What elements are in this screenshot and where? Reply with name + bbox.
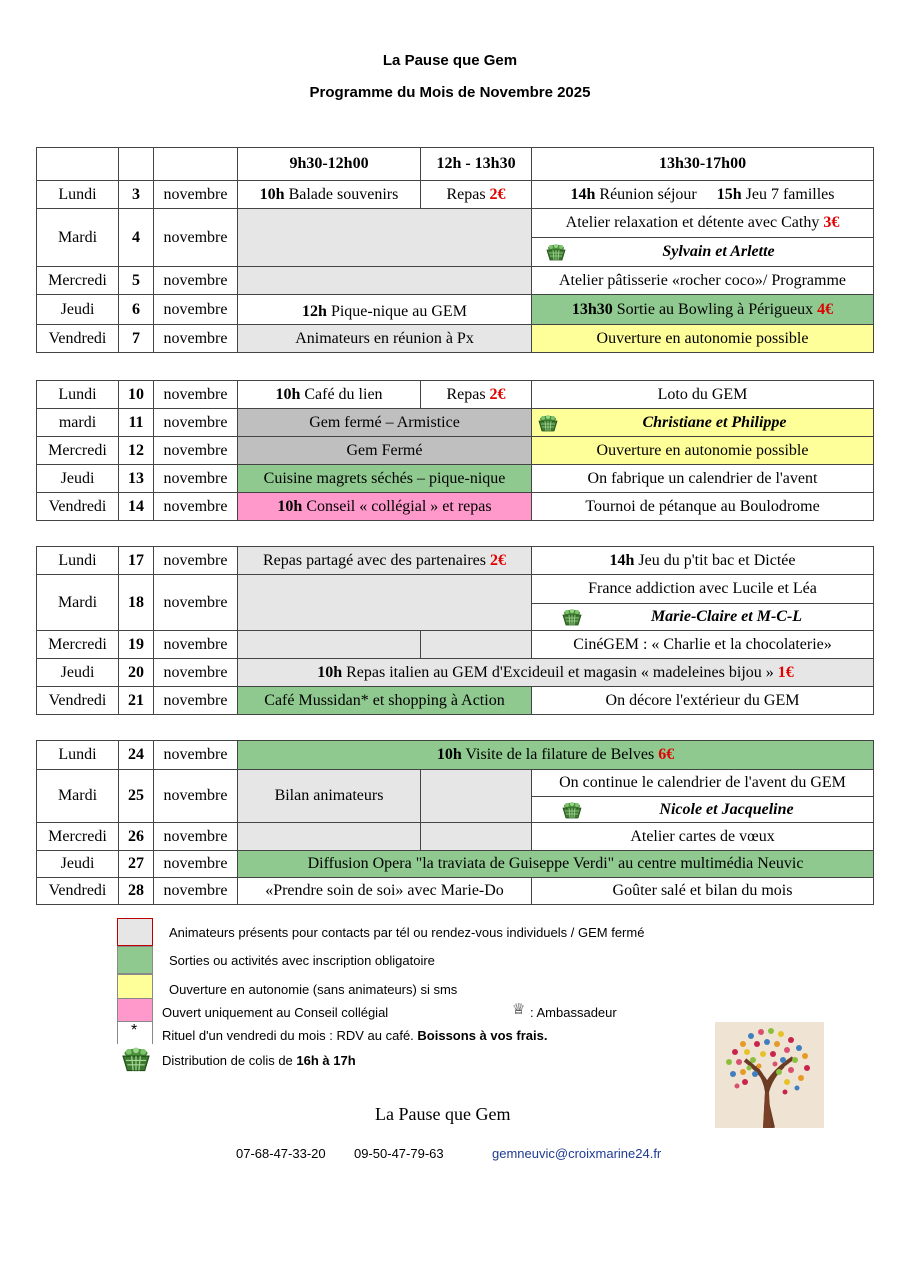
afternoon-activity: Ouverture en autonomie possible: [532, 325, 874, 353]
afternoon-activity: France addiction avec Lucile et Léa: [532, 575, 874, 604]
legend-basket-text: Distribution de colis de 16h à 17h: [162, 1053, 356, 1068]
header-noon: 12h - 13h30: [421, 148, 532, 181]
header-empty-month: [154, 148, 238, 181]
day-name: Lundi: [37, 181, 119, 209]
ambassador-cell: Marie-Claire et M-C-L: [532, 604, 874, 631]
price: 2€: [489, 185, 506, 203]
day-name: mardi: [37, 409, 119, 437]
day-number: 19: [119, 631, 154, 659]
month-label: novembre: [154, 823, 238, 851]
legend-crown-text: : Ambassadeur: [530, 1005, 617, 1020]
day-name: Lundi: [37, 381, 119, 409]
month-label: novembre: [154, 381, 238, 409]
page-subtitle: Programme du Mois de Novembre 2025: [309, 84, 591, 101]
month-label: novembre: [154, 851, 238, 878]
day-number: 26: [119, 823, 154, 851]
price: 6€: [658, 746, 675, 763]
basket-icon: [120, 1046, 152, 1072]
basket-icon: [537, 414, 559, 432]
afternoon-activity: Atelier relaxation et détente avec Cathy 3€: [532, 209, 874, 238]
month-label: novembre: [154, 493, 238, 521]
ambassador-cell: Christiane et Philippe: [532, 409, 874, 437]
header-morning: 9h30-12h00: [238, 148, 421, 181]
noon-empty: [421, 631, 532, 659]
price: 1€: [777, 663, 794, 681]
ambassador-cell: Sylvain et Arlette: [532, 238, 874, 267]
midday-activity: Cuisine magrets séchés – pique-nique: [238, 465, 532, 493]
footer-email-link[interactable]: gemneuvic@croixmarine24.fr: [492, 1146, 662, 1161]
month-label: novembre: [154, 687, 238, 715]
morning-activity: 10h Balade souvenirs: [238, 181, 421, 209]
noon-empty: [421, 823, 532, 851]
afternoon-activity: Atelier cartes de vœux: [532, 823, 874, 851]
midday-activity: «Prendre soin de soi» avec Marie-Do: [238, 878, 532, 905]
noon-empty: [421, 770, 532, 823]
crown-icon: ♕: [512, 1001, 526, 1018]
month-label: novembre: [154, 295, 238, 325]
month-label: novembre: [154, 547, 238, 575]
day-name: Mardi: [37, 209, 119, 267]
day-number: 24: [119, 741, 154, 770]
afternoon-activity: On décore l'extérieur du GEM: [532, 687, 874, 715]
day-number: 12: [119, 437, 154, 465]
legend-swatch-pink: [117, 998, 153, 1022]
price: 2€: [489, 385, 506, 403]
afternoon-activity: Ouverture en autonomie possible: [532, 437, 874, 465]
midday-activity: Gem fermé – Armistice: [238, 409, 532, 437]
footer-name: La Pause que Gem: [375, 1104, 511, 1124]
legend-pink-text: Ouvert uniquement au Conseil collégial: [162, 1005, 389, 1020]
day-number: 7: [119, 325, 154, 353]
day-name: Mardi: [37, 770, 119, 823]
day-name: Jeudi: [37, 851, 119, 878]
day-name: Lundi: [37, 741, 119, 770]
day-number: 5: [119, 267, 154, 295]
morning-empty: [238, 575, 532, 631]
full-day-activity: 10h Visite de la filature de Belves 6€: [238, 741, 874, 770]
day-name: Mercredi: [37, 437, 119, 465]
day-number: 17: [119, 547, 154, 575]
day-name: Mardi: [37, 575, 119, 631]
month-label: novembre: [154, 878, 238, 905]
header-afternoon: 13h30-17h00: [532, 148, 874, 181]
full-day-activity: 10h Repas italien au GEM d'Excideuil et magasin « madeleines bijou » 1€: [238, 659, 874, 687]
afternoon-activity: Atelier pâtisserie «rocher coco»/ Programme: [532, 267, 874, 295]
month-label: novembre: [154, 465, 238, 493]
midday-activity: Repas partagé avec des partenaires 2€: [238, 547, 532, 575]
afternoon-activity: Tournoi de pétanque au Boulodrome: [532, 493, 874, 521]
afternoon-activity: 14h Réunion séjour 15h Jeu 7 familles: [532, 181, 874, 209]
month-label: novembre: [154, 631, 238, 659]
day-name: Jeudi: [37, 659, 119, 687]
month-label: novembre: [154, 659, 238, 687]
button-tree-illustration: [715, 1022, 824, 1128]
header-empty-num: [119, 148, 154, 181]
week-4-table: [36, 740, 874, 905]
legend-yellow-text: Ouverture en autonomie (sans animateurs) si sms: [169, 982, 458, 997]
asterisk-symbol: *: [131, 1022, 138, 1039]
afternoon-activity: 14h Jeu du p'tit bac et Dictée: [532, 547, 874, 575]
noon-activity: Repas 2€: [421, 381, 532, 409]
day-number: 11: [119, 409, 154, 437]
day-number: 14: [119, 493, 154, 521]
legend-swatch-green: [117, 946, 153, 974]
day-name: Jeudi: [37, 295, 119, 325]
month-label: novembre: [154, 437, 238, 465]
week-3-table: [36, 546, 874, 715]
morning-activity: Bilan animateurs: [238, 770, 421, 823]
day-number: 27: [119, 851, 154, 878]
price: 4€: [817, 300, 834, 318]
day-number: 6: [119, 295, 154, 325]
day-name: Lundi: [37, 547, 119, 575]
month-label: novembre: [154, 209, 238, 267]
day-number: 18: [119, 575, 154, 631]
month-label: novembre: [154, 267, 238, 295]
afternoon-activity: On fabrique un calendrier de l'avent: [532, 465, 874, 493]
full-day-activity: Diffusion Opera "la traviata de Guiseppe Verdi" au centre multimédia Neuvic: [238, 851, 874, 878]
footer-phone-2: 09-50-47-79-63: [354, 1146, 444, 1161]
legend-grey-text: Animateurs présents pour contacts par tél ou rendez-vous individuels / GEM fermé: [169, 925, 645, 940]
footer-phone-1: 07-68-47-33-20: [236, 1146, 326, 1161]
afternoon-activity: Goûter salé et bilan du mois: [532, 878, 874, 905]
afternoon-activity: On continue le calendrier de l'avent du GEM: [532, 770, 874, 797]
morning-empty: [238, 823, 421, 851]
midday-activity: 10h Conseil « collégial » et repas: [238, 493, 532, 521]
month-label: novembre: [154, 409, 238, 437]
legend-ritual-text: Rituel d'un vendredi du mois : RDV au café. Boissons à vos frais.: [162, 1028, 548, 1043]
midday-activity: Gem Fermé: [238, 437, 532, 465]
basket-icon: [561, 801, 583, 819]
day-number: 25: [119, 770, 154, 823]
day-name: Vendredi: [37, 325, 119, 353]
month-label: novembre: [154, 181, 238, 209]
month-label: novembre: [154, 575, 238, 631]
day-name: Mercredi: [37, 631, 119, 659]
header-empty-day: [37, 148, 119, 181]
day-number: 21: [119, 687, 154, 715]
legend-green-text: Sorties ou activités avec inscription obligatoire: [169, 953, 435, 968]
legend-swatch-grey: [117, 918, 153, 946]
day-name: Mercredi: [37, 823, 119, 851]
month-label: novembre: [154, 741, 238, 770]
day-number: 3: [119, 181, 154, 209]
afternoon-activity: 13h30 Sortie au Bowling à Périgueux 4€: [532, 295, 874, 325]
morning-empty: [238, 209, 532, 267]
day-name: Vendredi: [37, 878, 119, 905]
day-number: 10: [119, 381, 154, 409]
week-1-table: [36, 147, 874, 353]
week-2-table: [36, 380, 874, 521]
day-number: 4: [119, 209, 154, 267]
day-name: Mercredi: [37, 267, 119, 295]
month-label: novembre: [154, 770, 238, 823]
day-name: Vendredi: [37, 493, 119, 521]
midday-activity: 12h Pique-nique au GEM: [238, 295, 532, 325]
month-label: novembre: [154, 325, 238, 353]
price: 3€: [823, 214, 840, 231]
basket-icon: [561, 608, 583, 626]
page-title: La Pause que Gem: [382, 52, 518, 69]
afternoon-activity: Loto du GEM: [532, 381, 874, 409]
price: 2€: [490, 551, 506, 569]
afternoon-activity: CinéGEM : « Charlie et la chocolaterie»: [532, 631, 874, 659]
morning-empty: [238, 267, 532, 295]
day-name: Jeudi: [37, 465, 119, 493]
morning-activity: 10h Café du lien: [238, 381, 421, 409]
midday-activity: Café Mussidan* et shopping à Action: [238, 687, 532, 715]
day-name: Vendredi: [37, 687, 119, 715]
day-number: 28: [119, 878, 154, 905]
morning-empty: [238, 631, 421, 659]
day-number: 13: [119, 465, 154, 493]
basket-icon: [545, 243, 567, 261]
day-number: 20: [119, 659, 154, 687]
midday-activity: Animateurs en réunion à Px: [238, 325, 532, 353]
noon-activity: Repas 2€: [421, 181, 532, 209]
ambassador-cell: Nicole et Jacqueline: [532, 797, 874, 823]
